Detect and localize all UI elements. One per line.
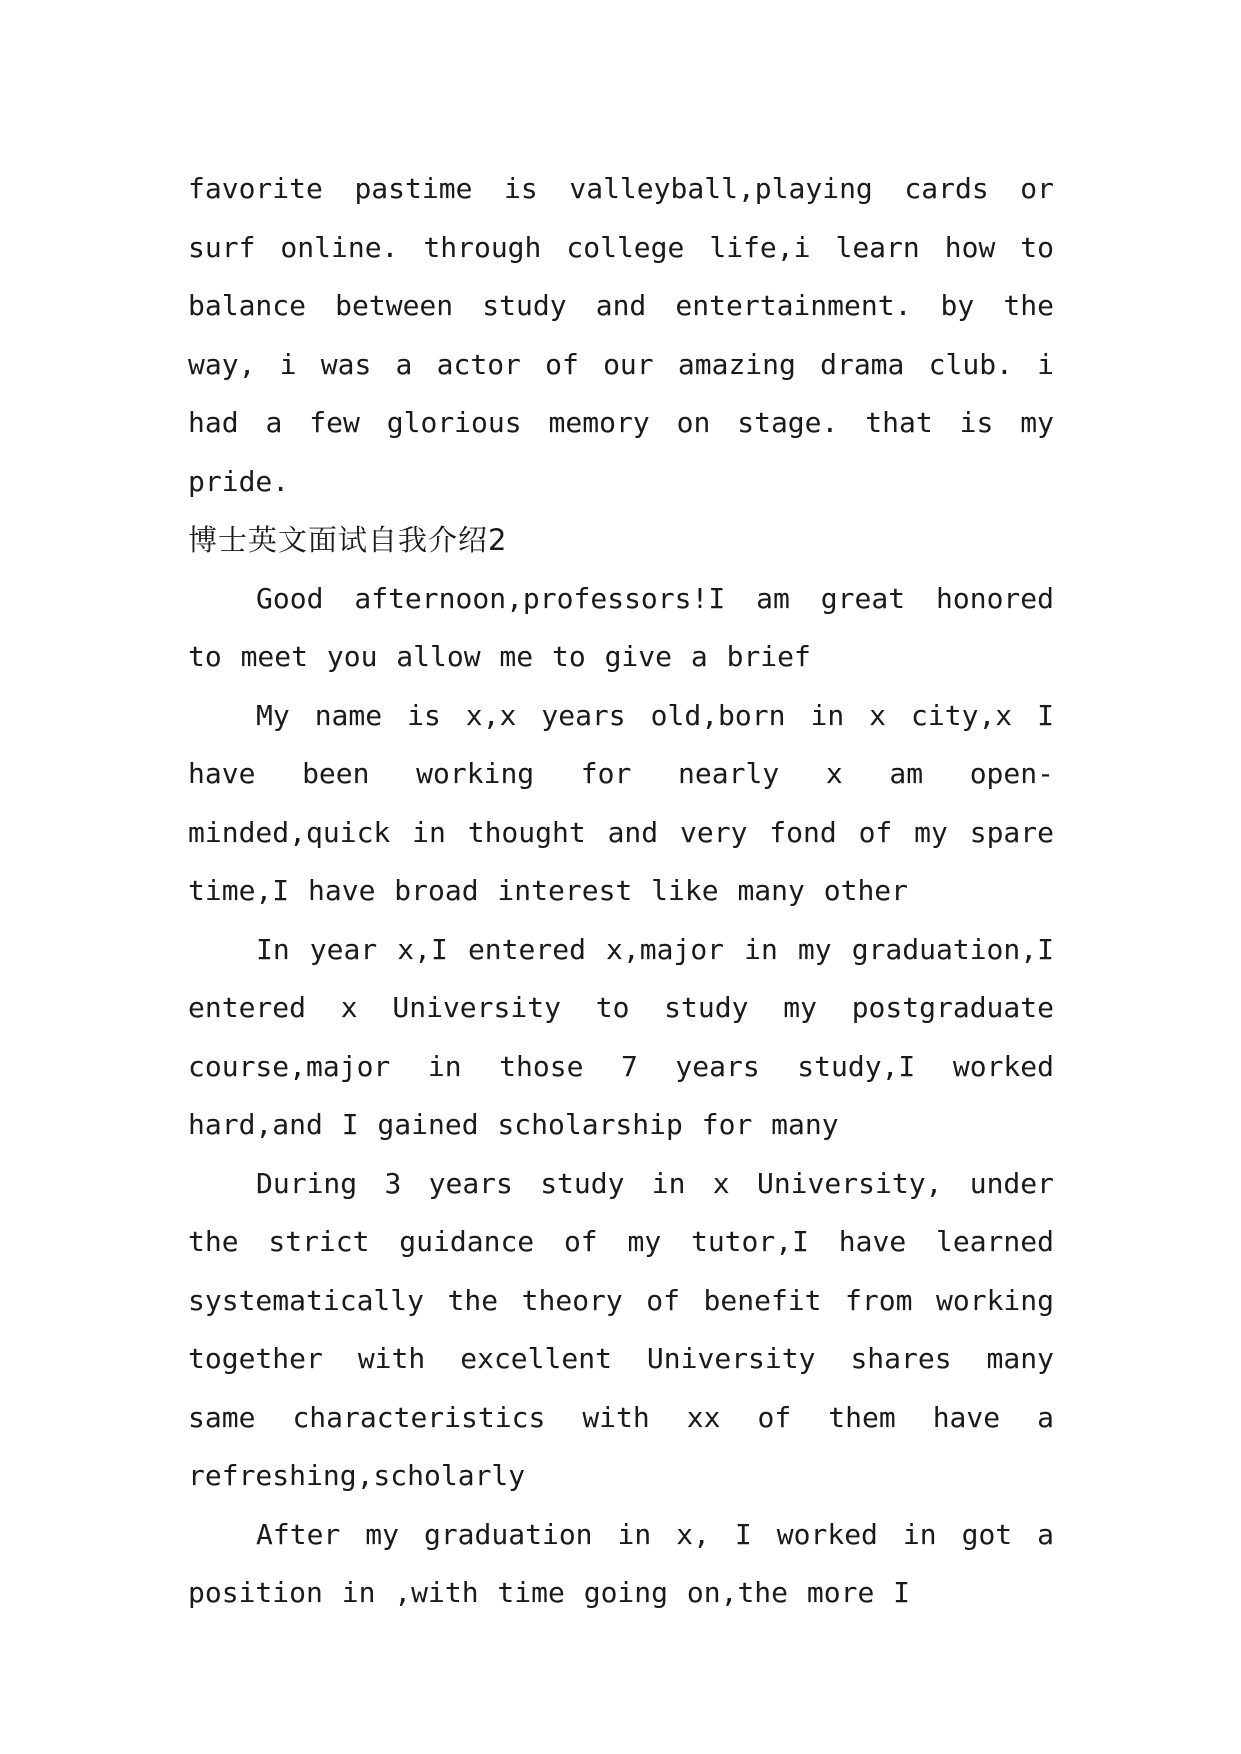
- section-heading: 博士英文面试自我介绍2: [188, 523, 508, 557]
- paragraph-education: In year x,I entered x,major in my graduation,I entered x University to study my postgraduate course,major in those 7 years study,I worked hard,and I gained scholarship for many: [188, 932, 1054, 1141]
- paragraph-personal-info: My name is x,x years old,born in x city,x I have been working for nearly x am open-minded,quick in thought and very fond of my spare time,I have broad interest like many other: [188, 698, 1054, 907]
- paragraph-continuation: favorite pastime is valleyball,playing cards or surf online. through college life,i learn how to balance between study and entertainment. by the way, i was a actor of our amazing drama club. i had a few glorious memory on stage. that is my pride.: [188, 172, 1054, 498]
- paragraph-postgraduate-study: During 3 years study in x University, under the strict guidance of my tutor,I have learned systematically the theory of benefit from working together with excellent University shares many same characteristics with xx of them have a refreshing,scholarly: [188, 1166, 1054, 1492]
- document-page: [188, 160, 1054, 1623]
- paragraph-work-experience: After my graduation in x, I worked in got a position in ,with time going on,the more I: [188, 1517, 1054, 1609]
- paragraph-greeting: Good afternoon,professors!I am great honored to meet you allow me to give a brief: [188, 581, 1054, 673]
